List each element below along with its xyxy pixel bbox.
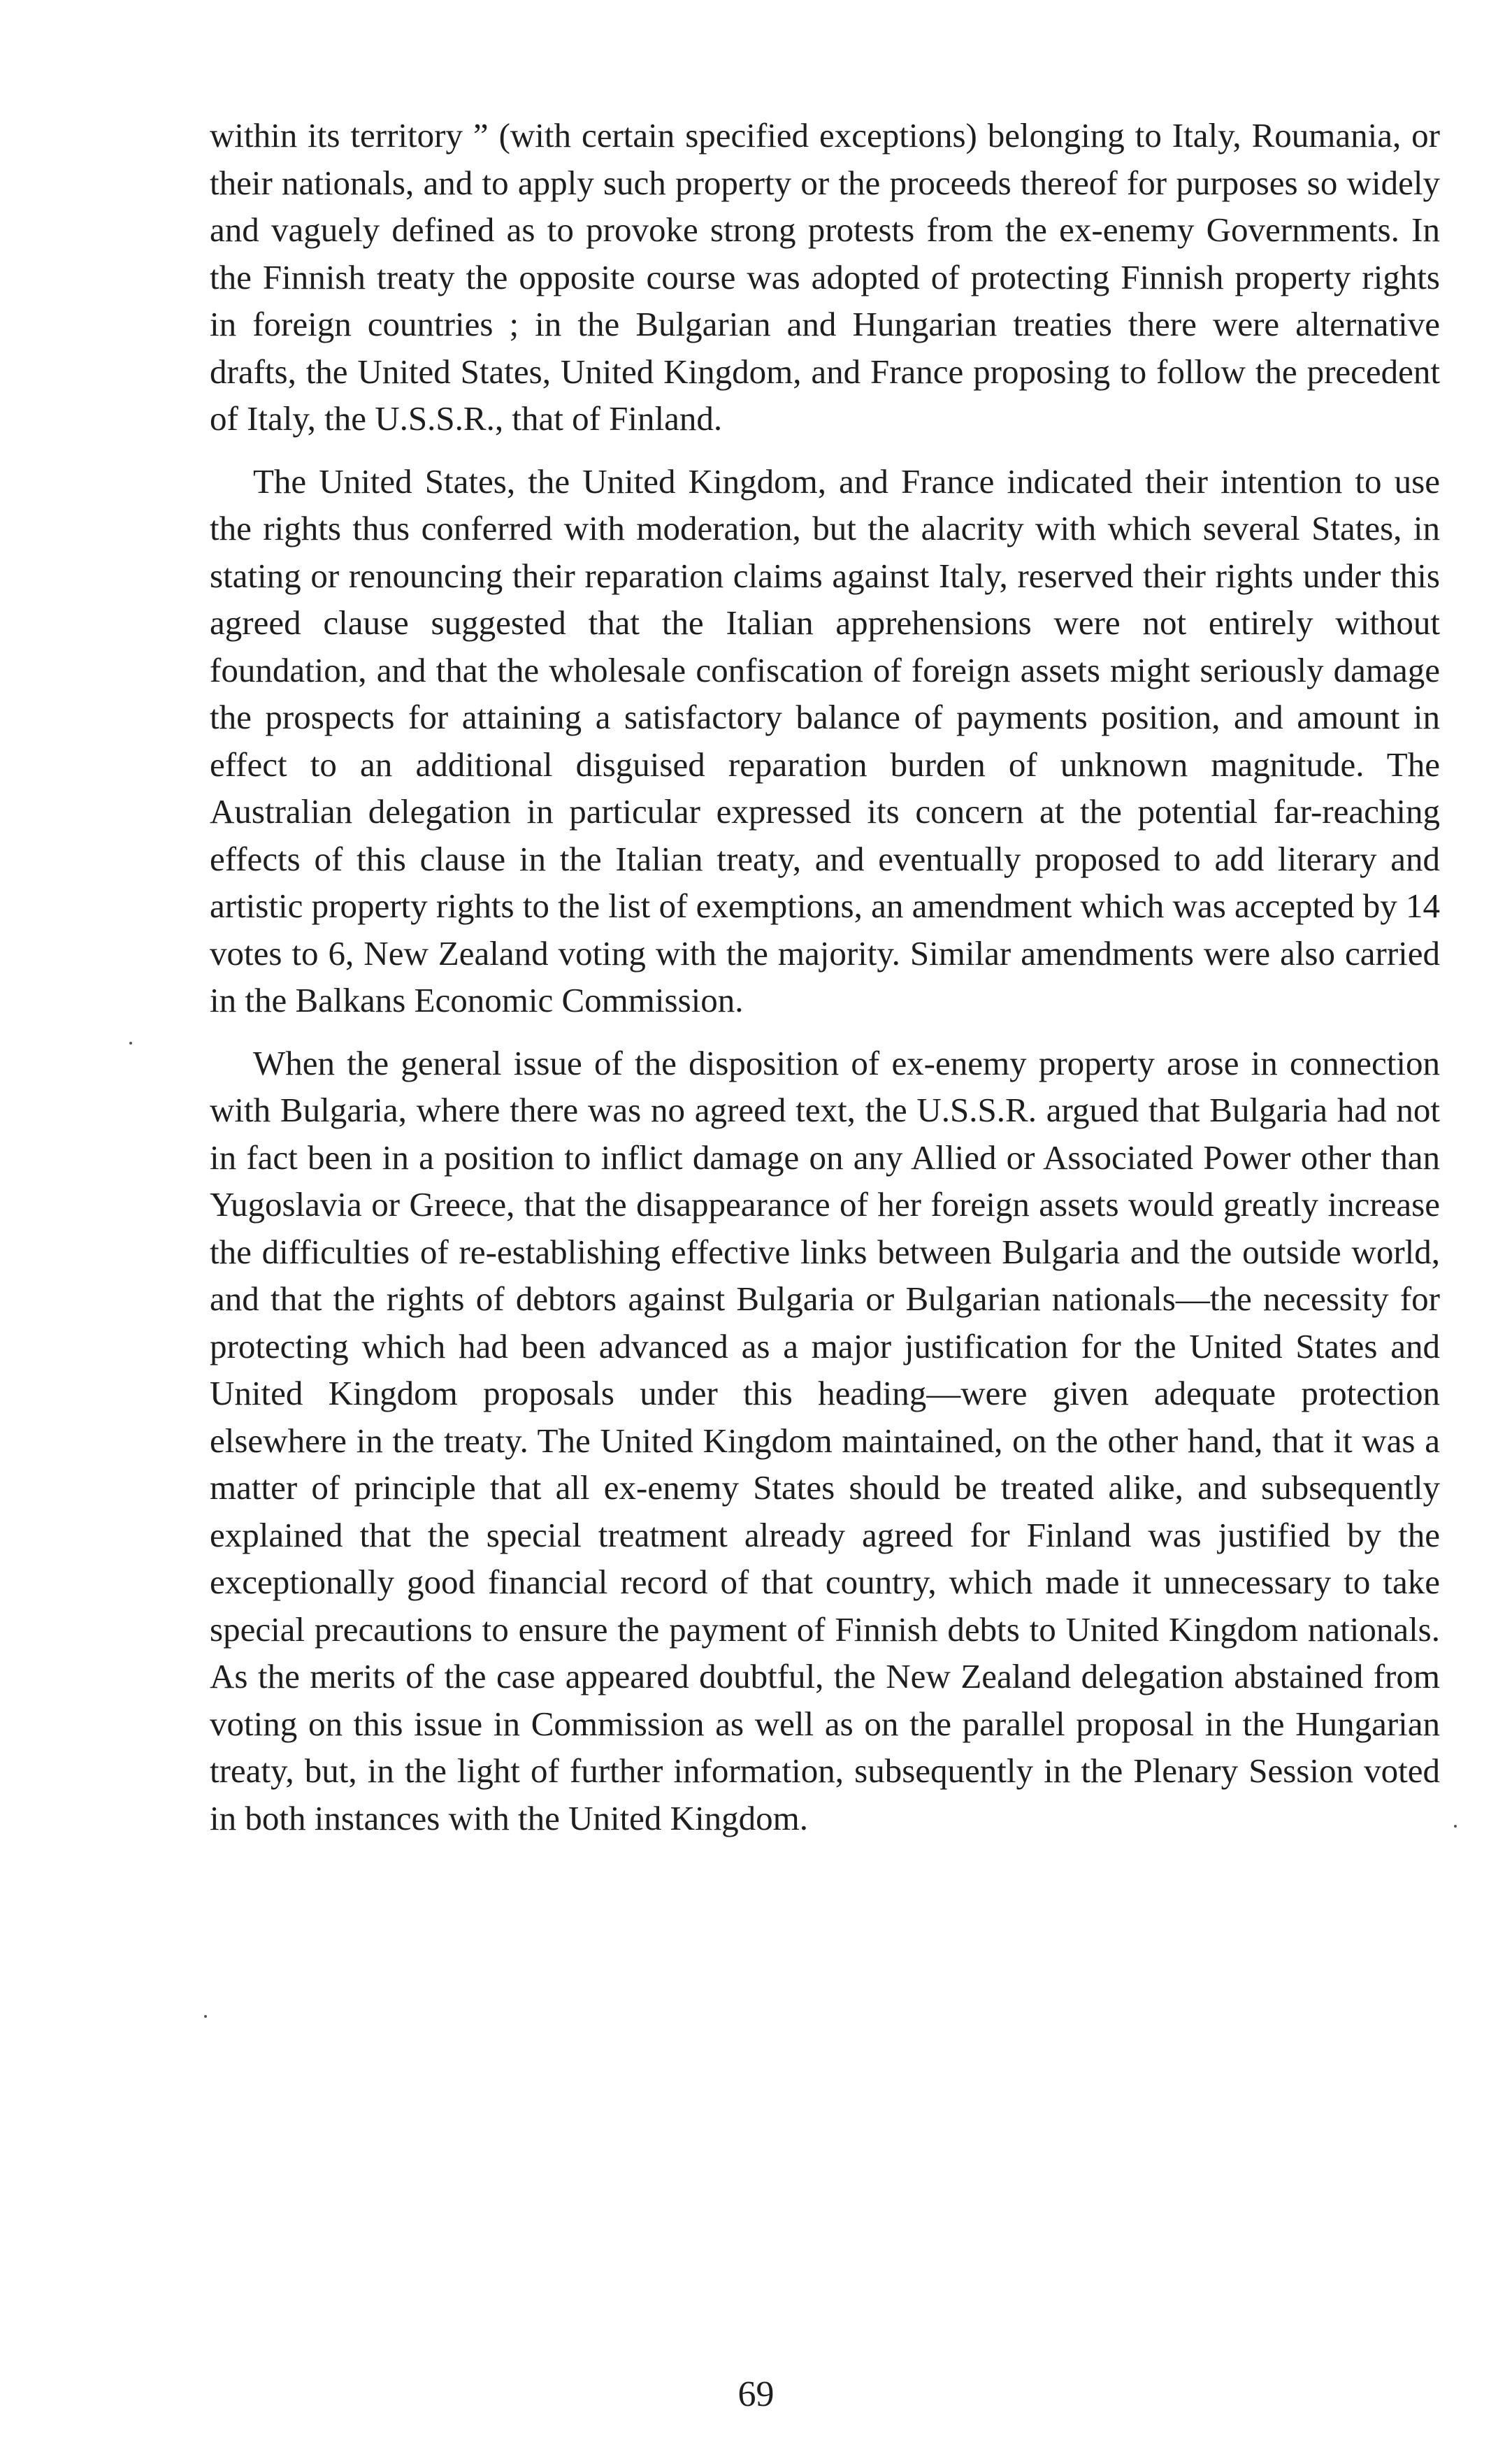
page-body xyxy=(210,112,1440,1857)
scan-speck xyxy=(204,2015,207,2018)
scan-speck xyxy=(1454,1825,1457,1828)
page-number: 69 xyxy=(737,2374,775,2414)
paragraph-2: The United States, the United Kingdom, and France indicated their intention to use the rights thus conferred with moderation, but the alacrity with which several States, in stating or renouncing their reparation claims against Italy, reserved their rights under this agreed clause suggested that the Italian apprehensions were not entirely without foundation, and that the wholesale confiscation of foreign assets might seriously damage the prospects for attaining a satisfactory balance of payments position, and amount in effect to an additional disguised reparation burden of unknown magnitude. The Australian delegation in particular expressed its concern at the potential far-reaching effects of this clause in the Italian treaty, and eventually proposed to add literary and artistic property rights to the list of exemptions, an amendment which was accepted by 14 votes to 6, New Zealand voting with the majority. Similar amendments were also carried in the Balkans Economic Commission. xyxy=(210,461,1440,1019)
paragraph-3: When the general issue of the disposition of ex-enemy property arose in connection with Bulgaria, where there was no agreed text, the U.S.S.R. argued that Bulgaria had not in fact been in a position to inflict damage on any Allied or Associated Power other than Yugoslavia or Greece, that the disappearance of her foreign assets would greatly increase the difficulties of re-establishing effective links between Bulgaria and the outside world, and that the rights of debtors against Bulgaria or Bulgarian nationals—the necessity for protecting which had been advanced as a major justification for the United States and United Kingdom proposals under this heading—were given adequate protection elsewhere in the treaty. The United Kingdom maintained, on the other hand, that it was a matter of principle that all ex-enemy States should be treated alike, and subsequently explained that the special treatment already agreed for Finland was justified by the exceptionally good financial record of that country, which made it unnecessary to take special precautions to ensure the payment of Finnish debts to United Kingdom nationals. As the merits of the case appeared doubtful, the New Zealand delegation abstained from voting on this issue in Commission as well as on the parallel proposal in the Hungarian treaty, but, in the light of further information, subsequently in the Plenary Session voted in both instances with the United Kingdom. xyxy=(210,1043,1440,1837)
scan-speck xyxy=(129,1042,132,1045)
paragraph-1: within its territory ” (with certain specified exceptions) belonging to Italy, Roumania, or their nationals, and to apply such property or the proceeds thereof for purposes so widely and vaguely defined as to provoke strong protests from the ex-enemy Governments. In the Finnish treaty the opposite course was adopted of protecting Finnish property rights in foreign countries ; in the Bulgarian and Hungarian treaties there were alternative drafts, the United States, United Kingdom, and France proposing to follow the precedent of Italy, the U.S.S.R., that of Finland. xyxy=(210,116,1440,438)
